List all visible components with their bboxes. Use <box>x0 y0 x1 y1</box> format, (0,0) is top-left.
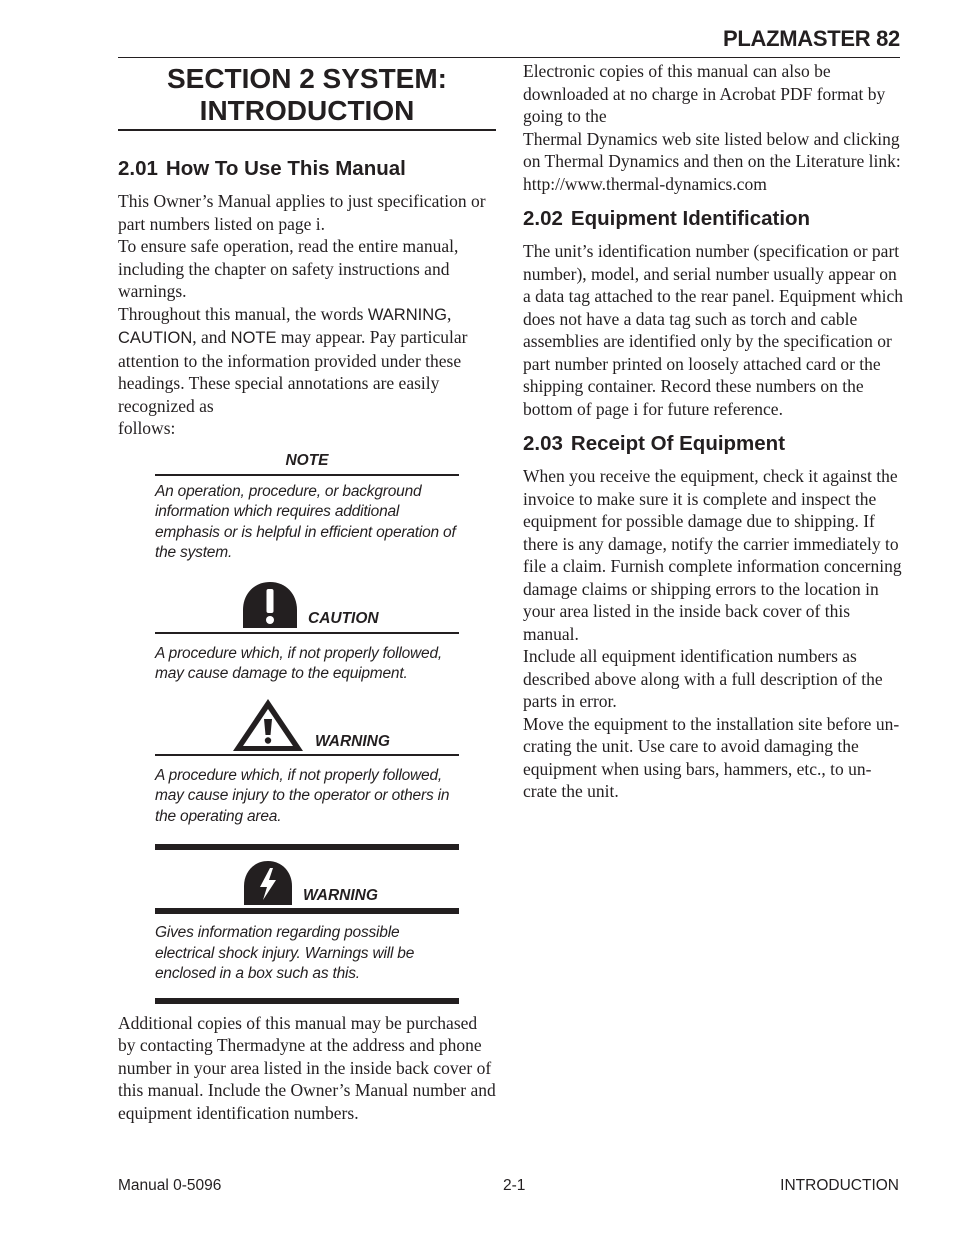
heading-text: Equipment Identification <box>570 207 811 230</box>
caution-header <box>155 580 459 632</box>
product-name: PLAZMASTER 82 <box>722 26 900 51</box>
paragraph-additional-copies: Additional copies of this manual may be purchased by contacting Thermadyne at the address and phone number in your area listed in the inside back cover of this manual. Include the Owner’s Manual number and equipment identification numbers. <box>118 1012 496 1123</box>
text-fragment: , <box>446 303 452 324</box>
paragraph-identification: The unit’s identification number (specification or part number), model, and serial number usually appear on a data tag attached to the rear panel. Equipment which does not have a data tag such as torch and cable assemblies are identified only by the specification or part number printed on loosely attached card or the shipping container. Record these numbers on the bottom of page i for future reference. <box>523 241 903 419</box>
heading-number: 2.03 <box>523 432 563 455</box>
paragraph-move-equipment: Move the equipment to the installation site before un-crating the unit. Use care to avoid damaging the equipment when using bars, hammers, etc., to un-crate the unit. <box>523 713 900 801</box>
warning-box <box>155 697 459 851</box>
heading-text: How To Use This Manual <box>165 157 406 180</box>
paragraph-applies: This Owner’s Manual applies to just specification or part numbers listed on page i. <box>118 191 486 234</box>
paragraph-follows: follows: <box>118 418 176 438</box>
caution-box <box>155 580 459 685</box>
caution-rule <box>155 632 459 634</box>
warning-label: WARNING <box>315 732 390 750</box>
heading-text: Receipt Of Equipment <box>570 432 786 455</box>
electric-label: WARNING <box>303 887 378 904</box>
section-title-line1: SECTION 2 SYSTEM: <box>166 63 448 94</box>
text-fragment: may appear. Pay particular attention to the information provided under these headings. These special annotations are easily recognized as <box>118 327 468 416</box>
word-note: NOTE <box>230 329 277 347</box>
word-caution: CAUTION <box>118 329 193 347</box>
heading-2-01 <box>118 157 496 181</box>
electric-bottom-rule <box>155 998 459 1004</box>
left-column <box>118 57 496 1124</box>
caution-label: CAUTION <box>308 609 379 627</box>
right-column <box>523 60 903 803</box>
heading-number: 2.02 <box>523 207 563 230</box>
heading-2-02 <box>523 207 903 231</box>
text-fragment: , and <box>192 327 231 347</box>
paragraph-receipt: When you receive the equipment, check it against the invoice to make sure it is complete and inspect the equipment for possible damage due to shipping. If there is any damage, notify the carrier immediately to file a claim. Furnish complete information concerning damage claims or shipping errors to the location in your area listed in the inside back cover of this manual. <box>523 466 902 644</box>
paragraph-annotations <box>118 303 496 418</box>
electric-text: Gives information regarding possible electrical shock injury. Warnings will be enclosed in a box such as this. <box>155 924 415 982</box>
text-fragment: Throughout this manual, the words <box>118 303 368 324</box>
warning-header <box>155 697 459 754</box>
caution-text: A procedure which, if not properly followed, may cause damage to the equipment. <box>155 644 443 682</box>
warning-text: A procedure which, if not properly followed, may cause injury to the operator or others in the operating area. <box>155 766 450 825</box>
paragraph-website: Thermal Dynamics web site listed below and clicking on Thermal Dynamics and then on the Literature link: <box>523 128 901 171</box>
paragraph-include-ids: Include all equipment identification numbers as described above along with a full description of the parts in error. <box>523 646 883 711</box>
footer-page-number: 2-1 <box>503 1177 526 1194</box>
warning-triangle-icon <box>231 697 305 753</box>
paragraph-electronic-copies: Electronic copies of this manual can also be downloaded at no charge in Acrobat PDF format by going to the <box>523 61 886 126</box>
note-label: NOTE <box>285 451 329 469</box>
website-url: http://www.thermal-dynamics.com <box>523 173 767 194</box>
heading-number: 2.01 <box>118 157 158 180</box>
heading-2-03 <box>523 432 903 456</box>
section-title-line2: INTRODUCTION <box>199 95 415 126</box>
word-warning: WARNING <box>367 305 447 324</box>
electric-header <box>155 856 459 908</box>
paragraph-safe-operation: To ensure safe operation, read the entire manual, including the chapter on safety instructions and warnings. <box>118 236 459 301</box>
electric-shock-icon <box>243 860 293 906</box>
electric-rule <box>155 908 459 914</box>
warning-bottom-rule <box>155 844 459 850</box>
warning-rule <box>155 754 459 756</box>
note-box <box>155 451 459 564</box>
electric-warning-box <box>155 856 459 1004</box>
footer-section-name: INTRODUCTION <box>780 1177 899 1194</box>
note-text: An operation, procedure, or background information which requires additional emphasis or is helpful in efficient operation of the system. <box>155 482 456 561</box>
caution-exclamation-icon <box>241 580 299 630</box>
note-rule <box>155 474 459 476</box>
footer-manual-number: Manual 0-5096 <box>118 1177 222 1194</box>
section-title <box>118 63 496 131</box>
